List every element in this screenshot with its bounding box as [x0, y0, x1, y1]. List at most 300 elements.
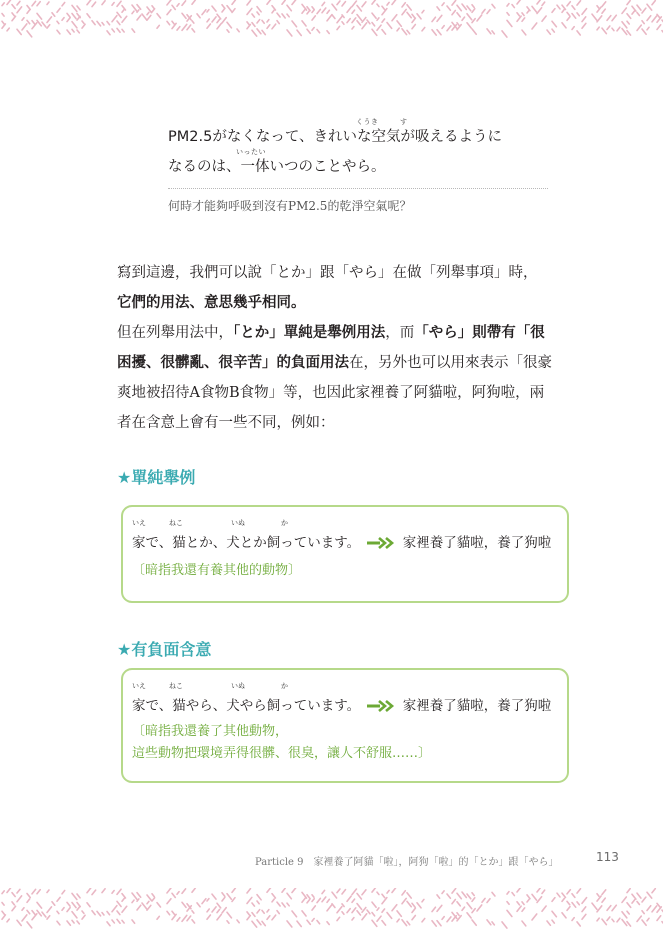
decorative-dash: [72, 893, 77, 899]
decorative-dash: [182, 13, 186, 18]
decorative-dash: [632, 900, 635, 903]
decorative-dash: [312, 7, 314, 9]
decorative-dash: [247, 916, 250, 920]
decorative-dash: [292, 911, 297, 917]
decorative-dash: [472, 920, 476, 925]
decorative-dash: [252, 921, 257, 927]
decorative-dash: [187, 916, 191, 921]
decorative-dash: [122, 894, 126, 898]
decorative-dash: [627, 21, 629, 24]
decorative-dash: [647, 892, 652, 898]
decorative-dash: [622, 912, 627, 918]
decorative-dash: [452, 888, 456, 893]
decorative-dash: [597, 6, 599, 8]
decorative-dash: [437, 7, 440, 10]
decorative-dash: [522, 30, 526, 35]
decorative-dash: [502, 922, 507, 928]
decorative-dash: [287, 893, 291, 898]
decorative-dash: [317, 898, 320, 902]
decorative-dash: [437, 921, 441, 926]
decorative-dash: [547, 921, 550, 925]
decorative-dash: [312, 899, 314, 902]
decorative-dash: [437, 905, 442, 911]
decorative-dash: [267, 0, 271, 4]
decorative-dash: [77, 6, 80, 10]
decorative-dash: [327, 905, 332, 911]
decorative-dash: [22, 18, 24, 21]
decorative-dash: [67, 921, 70, 925]
decorative-dash: [472, 893, 474, 896]
decorative-dash: [67, 13, 70, 17]
running-footer: Particle 9 家裡養了阿貓「啦」，阿狗「啦」的「とか」跟「やら」: [255, 857, 559, 868]
decorative-dash: [632, 894, 636, 899]
decorative-dash: [522, 13, 524, 16]
decorative-dash: [227, 6, 231, 12]
decorative-dash: [637, 25, 641, 30]
decorative-dash: [117, 919, 120, 923]
decorative-dash: [372, 902, 376, 907]
decorative-dash: [392, 0, 396, 4]
decorative-dash: [412, 903, 415, 907]
decorative-dash: [437, 895, 440, 898]
decorative-dash: [32, 889, 36, 894]
decorative-dash: [102, 1, 105, 5]
decorative-dash: [352, 899, 355, 902]
decorative-dash: [17, 920, 21, 925]
decorative-dash: [642, 29, 646, 34]
decorative-dash: [457, 893, 461, 898]
decorative-dash: [457, 5, 461, 10]
decorative-dash: [282, 0, 285, 4]
decorative-dash: [517, 902, 519, 905]
decorative-dash: [507, 892, 509, 894]
decorative-dash: [142, 903, 147, 909]
decorative-dash: [602, 898, 605, 902]
decorative-dash: [617, 27, 620, 31]
decorative-dash: [552, 9, 555, 13]
decorative-dash: [332, 15, 335, 19]
decorative-dash: [607, 906, 611, 911]
decorative-dash: [487, 920, 491, 925]
decorative-dash: [382, 921, 386, 925]
decorative-dash: [322, 8, 326, 13]
decorative-dash: [527, 10, 529, 13]
decorative-dash: [362, 890, 366, 895]
decorative-dash: [37, 910, 41, 915]
ruby-su: す: [400, 118, 408, 126]
decorative-dash: [57, 21, 59, 23]
decorative-dash: [637, 893, 641, 898]
example-line-2: いったい なるのは、一体いつのことやら。: [168, 148, 386, 175]
decorative-dash: [137, 905, 141, 910]
decorative-dash: [97, 21, 101, 26]
decorative-dash: [472, 5, 474, 8]
decorative-dash: [107, 922, 110, 926]
decorative-dash: [272, 915, 276, 920]
decorative-dash: [307, 895, 310, 899]
decorative-dash: [342, 912, 344, 914]
decorative-dash: [612, 15, 616, 20]
decorative-dash: [562, 5, 565, 9]
decorative-dash: [532, 894, 537, 900]
decorative-dash: [577, 902, 579, 905]
card-note: 〔暗指我還有養其他的動物〕: [132, 563, 302, 578]
decorative-dash: [247, 912, 249, 915]
decorative-dash: [537, 897, 542, 903]
decorative-dash: [567, 901, 570, 904]
decorative-dash: [517, 16, 521, 21]
decorative-dash: [582, 914, 586, 919]
decorative-dash: [372, 920, 377, 926]
decorative-dash: [232, 888, 235, 892]
decorative-dash: [257, 12, 259, 15]
decorative-dash: [397, 21, 401, 27]
decorative-dash: [107, 911, 110, 914]
decorative-dash: [177, 4, 179, 7]
decorative-dash: [402, 920, 407, 926]
page-number: 113: [596, 850, 619, 864]
decorative-dash: [347, 19, 350, 23]
decorative-dash: [477, 905, 482, 911]
decorative-dash: [72, 22, 77, 28]
decorative-dash: [397, 28, 399, 31]
decorative-dash: [522, 902, 524, 905]
decorative-dash: [277, 911, 279, 914]
decorative-dash: [47, 25, 50, 28]
decorative-dash: [567, 907, 570, 911]
decorative-dash: [2, 915, 5, 919]
decorative-dash: [537, 0, 540, 4]
decorative-dash: [122, 29, 124, 32]
decorative-dash: [272, 899, 274, 902]
decorative-dash: [212, 894, 216, 899]
decorative-dash: [637, 5, 641, 10]
decorative-dash: [147, 901, 149, 903]
dotted-divider: [168, 188, 548, 189]
decorative-dash: [602, 2, 606, 7]
decorative-dash: [622, 8, 626, 13]
decorative-dash: [287, 903, 289, 906]
decorative-dash: [257, 920, 261, 925]
decorative-dash: [297, 30, 301, 35]
decorative-dash: [347, 909, 350, 913]
decorative-dash: [347, 7, 351, 12]
decorative-dash: [287, 5, 291, 10]
decorative-dash: [147, 895, 152, 901]
decorative-dash: [302, 898, 306, 903]
decorative-dash: [247, 889, 250, 893]
decorative-dash: [647, 4, 652, 10]
decorative-dash: [342, 2, 345, 6]
decorative-dash: [222, 18, 226, 23]
decorative-dash: [37, 2, 40, 6]
decorative-dash: [627, 889, 630, 893]
decorative-dash: [227, 30, 229, 33]
decorative-dash: [402, 898, 406, 903]
decorative-dash: [362, 23, 367, 29]
decorative-dash: [27, 899, 30, 902]
decorative-dash: [22, 915, 27, 921]
decorative-dash: [117, 21, 120, 25]
decorative-dash: [367, 20, 370, 24]
decorative-dash: [267, 910, 269, 912]
decorative-dash: [382, 894, 385, 897]
decorative-dash: [152, 898, 155, 901]
decorative-dash: [247, 8, 252, 14]
example-card-negative: いえ ねこ いぬ か 家で、猫やら、犬やら飼っています。 家裡養了貓啦，養了狗啦 〔暗指我還養了其他動物， 這些動物把環境弄得很髒、很臭，讓人不舒服……〕: [121, 668, 569, 783]
card-sentence: 家で、猫やら、犬やら飼っています。 家裡養了貓啦，養了狗啦: [132, 698, 552, 714]
decorative-dash: [257, 29, 261, 34]
decorative-dash: [227, 912, 231, 918]
decorative-dash: [117, 12, 121, 17]
decorative-dash: [517, 0, 521, 4]
decorative-dash: [207, 10, 209, 12]
decorative-dash: [192, 888, 195, 892]
decorative-dash: [347, 896, 351, 901]
decorative-dash: [482, 9, 485, 13]
decorative-dash: [97, 911, 101, 916]
decorative-dash: [527, 895, 530, 899]
decorative-dash: [217, 914, 221, 919]
decorative-dash: [352, 18, 356, 23]
decorative-dash: [137, 893, 141, 898]
decorative-dash: [237, 29, 239, 32]
decorative-dash: [292, 21, 297, 27]
decorative-dash: [622, 22, 627, 28]
decorative-dash: [157, 25, 159, 28]
decorative-dash: [62, 18, 64, 21]
decorative-dash: [652, 906, 657, 912]
decorative-dash: [412, 908, 415, 912]
decorative-dash: [402, 9, 406, 14]
decorative-dash: [37, 20, 41, 25]
decorative-dash: [442, 891, 444, 894]
decorative-dash: [67, 18, 70, 22]
decorative-dash: [177, 27, 180, 31]
decorative-dash: [77, 921, 79, 924]
decorative-dash: [412, 24, 415, 28]
decorative-dash: [487, 29, 491, 34]
decorative-dash: [267, 20, 269, 22]
decorative-dash: [202, 10, 206, 15]
decorative-dash: [582, 907, 586, 912]
decorative-dash: [12, 906, 16, 910]
decorative-dash: [607, 26, 610, 30]
decorative-dash: [632, 11, 635, 14]
decorative-dash: [87, 888, 91, 893]
decorative-dash: [572, 27, 574, 30]
decorative-dash: [417, 903, 421, 908]
decorative-dash: [192, 911, 194, 913]
decorative-dash: [2, 14, 4, 17]
decorative-dash: [607, 917, 610, 921]
decorative-dash: [467, 894, 471, 899]
section-title-simple-example: ★單純舉例: [117, 468, 196, 487]
top-decorative-border: [0, 0, 663, 40]
decorative-dash: [412, 915, 415, 919]
paragraph-1: 寫到這邊，我們可以說「とか」跟「やら」在做「列舉事項」時， 它們的用法、意思幾乎相同。: [117, 265, 538, 311]
decorative-dash: [642, 21, 644, 24]
decorative-dash: [152, 6, 154, 9]
decorative-dash: [607, 16, 611, 21]
decorative-dash: [72, 29, 74, 32]
decorative-dash: [657, 25, 661, 30]
decorative-dash: [2, 903, 4, 906]
decorative-dash: [207, 909, 209, 912]
decorative-dash: [132, 920, 135, 923]
decorative-dash: [27, 910, 30, 913]
decorative-dash: [597, 918, 599, 921]
decorative-dash: [182, 889, 186, 894]
decorative-dash: [352, 10, 355, 13]
decorative-dash: [542, 2, 545, 5]
decorative-dash: [147, 12, 149, 14]
decorative-dash: [102, 889, 105, 893]
decorative-dash: [7, 888, 11, 892]
decorative-dash: [257, 20, 260, 23]
decorative-dash: [352, 889, 356, 895]
decorative-dash: [192, 21, 194, 23]
decorative-dash: [352, 27, 354, 29]
decorative-dash: [172, 914, 176, 919]
decorative-dash: [577, 889, 581, 893]
decorative-dash: [407, 921, 410, 924]
decorative-dash: [157, 903, 161, 907]
decorative-dash: [272, 894, 275, 898]
decorative-dash: [257, 910, 260, 913]
decorative-dash: [337, 907, 342, 913]
decorative-dash: [527, 899, 529, 902]
decorative-dash: [217, 19, 220, 22]
decorative-dash: [577, 922, 580, 926]
decorative-dash: [267, 916, 270, 920]
decorative-dash: [637, 901, 639, 904]
decorative-dash: [617, 918, 620, 922]
decorative-dash: [372, 913, 375, 916]
decorative-dash: [122, 898, 124, 901]
decorative-dash: [597, 27, 599, 30]
decorative-dash: [537, 8, 542, 14]
decorative-dash: [457, 13, 460, 17]
decorative-dash: [407, 5, 411, 10]
decorative-dash: [117, 889, 121, 894]
decorative-dash: [602, 919, 606, 925]
decorative-dash: [117, 28, 120, 32]
decorative-dash: [647, 27, 649, 30]
decorative-dash: [47, 17, 51, 23]
decorative-dash: [417, 14, 421, 19]
decorative-dash: [27, 893, 30, 897]
decorative-dash: [602, 9, 605, 13]
decorative-dash: [652, 16, 657, 22]
decorative-dash: [57, 921, 60, 925]
decorative-dash: [312, 906, 315, 910]
decorative-dash: [172, 5, 175, 9]
decorative-dash: [122, 906, 127, 912]
decorative-dash: [557, 5, 560, 9]
decorative-dash: [117, 911, 120, 915]
decorative-dash: [92, 21, 95, 25]
decorative-dash: [302, 911, 306, 916]
decorative-dash: [442, 917, 444, 920]
decorative-dash: [87, 14, 90, 18]
decorative-dash: [7, 919, 9, 922]
decorative-dash: [237, 920, 239, 923]
ruby-kuuki: くうき: [356, 118, 379, 126]
decorative-dash: [447, 26, 451, 31]
decorative-dash: [572, 894, 575, 898]
decorative-dash: [177, 918, 180, 922]
decorative-dash: [467, 903, 472, 909]
decorative-dash: [567, 2, 570, 6]
decorative-dash: [562, 913, 566, 918]
decorative-dash: [312, 28, 314, 31]
decorative-dash: [352, 918, 354, 920]
decorative-dash: [102, 913, 104, 915]
decorative-dash: [342, 890, 345, 894]
decorative-dash: [562, 9, 564, 12]
decorative-dash: [332, 904, 335, 908]
decorative-dash: [647, 906, 651, 911]
decorative-dash: [47, 2, 49, 4]
decorative-dash: [272, 10, 274, 13]
decorative-dash: [382, 19, 385, 22]
decorative-dash: [7, 28, 9, 31]
decorative-dash: [182, 1, 186, 6]
decorative-dash: [52, 13, 55, 17]
decorative-dash: [342, 22, 344, 24]
decorative-dash: [152, 9, 155, 12]
decorative-dash: [167, 21, 170, 24]
decorative-dash: [392, 888, 396, 892]
decorative-dash: [272, 24, 276, 29]
decorative-dash: [637, 12, 639, 15]
decorative-dash: [277, 13, 280, 17]
decorative-dash: [217, 909, 220, 912]
decorative-dash: [482, 898, 485, 902]
decorative-dash: [382, 6, 385, 9]
decorative-dash: [2, 3, 4, 6]
decorative-dash: [192, 920, 195, 923]
decorative-dash: [327, 899, 329, 902]
decorative-dash: [472, 909, 475, 913]
decorative-dash: [407, 893, 411, 898]
decorative-dash: [397, 919, 399, 922]
decorative-dash: [387, 22, 392, 28]
decorative-dash: [452, 0, 456, 5]
decorative-dash: [167, 0, 171, 5]
decorative-dash: [37, 890, 40, 894]
decorative-dash: [577, 1, 581, 5]
decorative-dash: [227, 921, 229, 924]
decorative-dash: [137, 15, 141, 20]
decorative-dash: [312, 895, 314, 897]
decorative-dash: [147, 15, 151, 20]
decorative-dash: [177, 892, 179, 895]
decorative-dash: [87, 0, 91, 5]
decorative-dash: [372, 888, 376, 892]
decorative-dash: [7, 0, 11, 4]
decorative-dash: [432, 921, 436, 926]
arrow-right-icon: [366, 699, 396, 713]
decorative-dash: [552, 29, 554, 32]
decorative-dash: [312, 919, 314, 922]
decorative-dash: [2, 911, 5, 914]
decorative-dash: [377, 25, 381, 30]
decorative-dash: [87, 903, 90, 907]
decorative-dash: [12, 5, 15, 9]
decorative-dash: [167, 899, 171, 904]
